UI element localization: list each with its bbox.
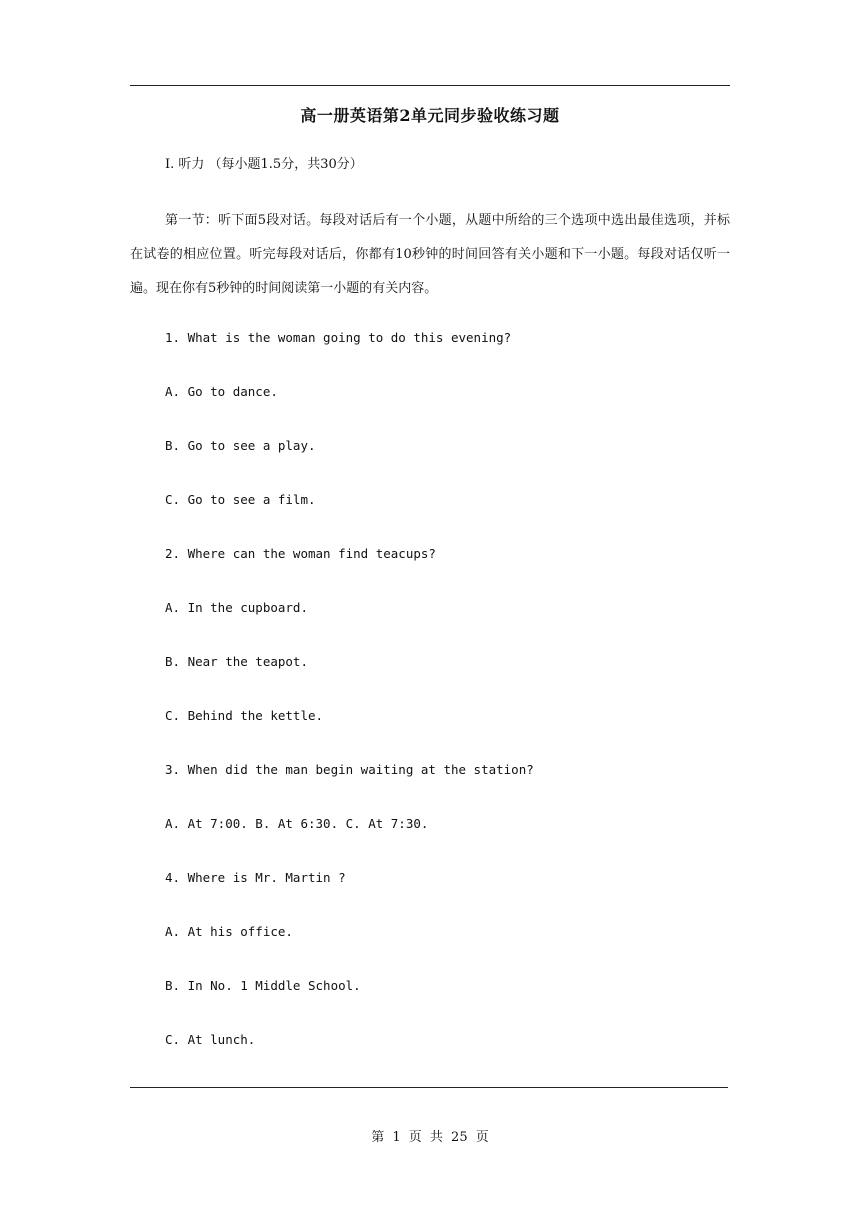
question-4-option-c: C. At lunch. [165, 1032, 256, 1047]
question-1-option-a: A. Go to dance. [165, 384, 278, 399]
question-2-option-b: B. Near the teapot. [165, 654, 308, 669]
page-number: 第 1 页 共 25 页 [371, 1130, 489, 1145]
question-3-stem: 3. When did the man begin waiting at the station? [165, 762, 534, 777]
question-1-option-c: C. Go to see a film. [165, 492, 316, 507]
question-2-stem: 2. Where can the woman find teacups? [165, 546, 436, 561]
document-title: 高一册英语第2单元同步验收练习题 [300, 106, 560, 125]
footer-rule [130, 1087, 728, 1088]
header-rule [130, 85, 730, 86]
question-4-option-b: B. In No. 1 Middle School. [165, 978, 361, 993]
question-1-option-b: B. Go to see a play. [165, 438, 316, 453]
question-4-stem: 4. Where is Mr. Martin ? [165, 870, 346, 885]
instructions-paragraph: 第一节：听下面5段对话。每段对话后有一个小题，从题中所给的三个选项中选出最佳选项，并标在试卷的相应位置。听完每段对话后，你都有10秒钟的时间回答有关小题和下一小题。每段对话仅听一遍。现在你有5秒钟的时间阅读第一小题的有关内容。 [130, 213, 730, 296]
section-heading: I. 听力 （每小题1.5分，共30分） [165, 157, 363, 172]
question-2-option-c: C. Behind the kettle. [165, 708, 324, 723]
question-3-options: A. At 7:00. B. At 6:30. C. At 7:30. [165, 816, 429, 831]
question-1-stem: 1. What is the woman going to do this evening? [165, 330, 512, 345]
question-2-option-a: A. In the cupboard. [165, 600, 308, 615]
question-4-option-a: A. At his office. [165, 924, 293, 939]
